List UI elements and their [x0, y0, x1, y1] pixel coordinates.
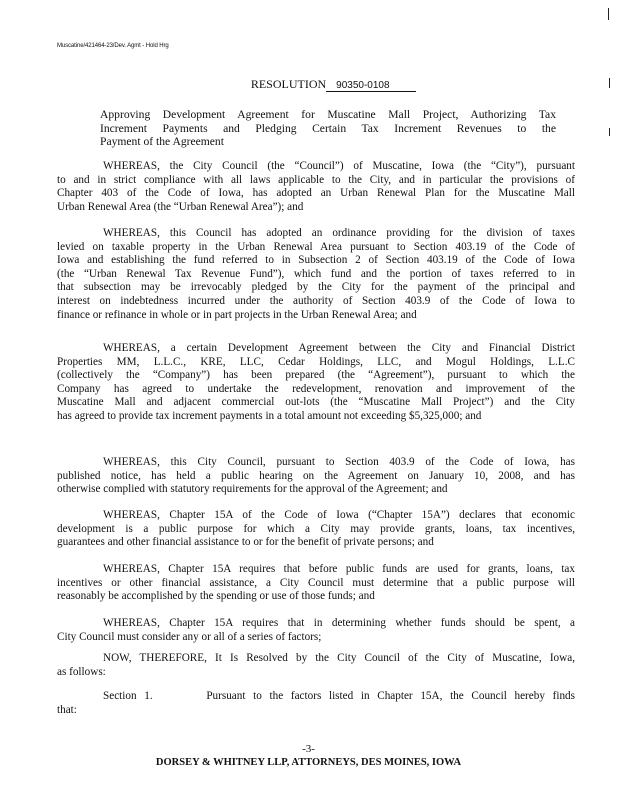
paragraph-line: Properties MM, L.L.C., KRE, LLC, Cedar Holdings, LLC, and Mogul Holdings, L.L.C: [57, 355, 575, 368]
paragraph-line: reasonably be accomplished by the spending or use of those funds; and: [57, 590, 375, 603]
paragraph-line: guarantees and other financial assistance to or for the benefit of private persons; and: [57, 536, 434, 549]
paragraph-line: published notice, has held a public hearing on the Agreement on January 10, 2008, and has: [57, 469, 575, 482]
paragraph-line: Chapter 403 of the Code of Iowa, has adopted an Urban Renewal Plan for the Muscatine Mall: [57, 187, 575, 200]
subtitle-line: Approving Development Agreement for Muscatine Mall Project, Authorizing Tax: [100, 108, 556, 121]
paragraph-line: incentives or other financial assistance, a City Council must determine that a public purpose will: [57, 576, 575, 589]
paragraph: [57, 509, 575, 550]
paragraph-line: (collectively the “Company”) has been prepared (the “Agreement”), pursuant to which the: [57, 369, 575, 382]
resolution-title: [0, 77, 617, 92]
paragraph-line: finance or refinance in whole or in part projects in the Urban Renewal Area; and: [57, 308, 417, 321]
resolution-number: 90350-0108: [326, 80, 416, 92]
paragraph-line: WHEREAS, this Council has adopted an ordinance providing for the division of taxes: [103, 227, 575, 239]
paragraph: [57, 227, 575, 322]
paragraph-line: that:: [57, 703, 77, 716]
paragraph: [57, 456, 575, 497]
scan-artifact: [609, 128, 610, 136]
paragraph-line: Iowa and establishing the fund referred to in Subsection 2 of Section 403.19 of the Code of Iowa: [57, 254, 575, 267]
paragraph-line: Muscatine Mall and adjacent commercial out-lots (the “Muscatine Mall Project”) and the City: [57, 396, 575, 409]
paragraph-line: interest on indebtedness incurred under the authority of Section 403.9 of the Code of Iowa to: [57, 294, 575, 307]
paragraph: [57, 690, 575, 717]
paragraph-line: City Council must consider any or all of a series of factors;: [57, 630, 322, 643]
paragraph-line: Section 1. Pursuant to the factors listed in Chapter 15A, the Council hereby finds: [103, 690, 575, 702]
paragraph: [57, 652, 575, 679]
subtitle-line: Payment of the Agreement: [100, 135, 224, 149]
paragraph-line: NOW, THEREFORE, It Is Resolved by the City Council of the City of Muscatine, Iowa,: [103, 652, 575, 664]
paragraph-line: levied on taxable property in the Urban Renewal Area pursuant to Section 403.19 of the Code of: [57, 240, 575, 253]
document-reference: Muscatine/421464-23/Dev. Agmt - Hold Hrg: [57, 43, 169, 49]
paragraph-line: WHEREAS, a certain Development Agreement between the City and Financial District: [103, 342, 575, 354]
paragraph-line: that subsection may be irrevocably pledged by the City for the payment of the principal and: [57, 281, 575, 294]
paragraph: [57, 617, 575, 644]
paragraph-line: (the “Urban Renewal Tax Revenue Fund”), which fund and the portion of taxes referred to in: [57, 267, 575, 280]
scan-artifact: [609, 78, 610, 88]
paragraph-line: Company has agreed to undertake the redevelopment, renovation and improvement of the: [57, 382, 575, 395]
subtitle-line: Increment Payments and Pledging Certain Tax Increment Revenues to the: [100, 121, 556, 135]
paragraph: [57, 563, 575, 604]
resolution-subtitle: [100, 108, 556, 149]
paragraph-line: to and in strict compliance with all laws applicable to the City, and in particular the provisions of: [57, 173, 575, 186]
resolution-label: RESOLUTION: [250, 77, 327, 91]
paragraph-line: WHEREAS, the City Council (the “Council”) of Muscatine, Iowa (the “City”), pursuant: [103, 160, 575, 172]
paragraph: [57, 342, 575, 424]
paragraph-line: otherwise complied with statutory requirements for the approval of the Agreement; and: [57, 483, 448, 496]
law-firm-footer: DORSEY & WHITNEY LLP, ATTORNEYS, DES MOINES, IOWA: [155, 757, 462, 768]
paragraph-line: as follows:: [57, 665, 106, 678]
paragraph-line: has agreed to provide tax increment payments in a total amount not exceeding $5,325,000; and: [57, 409, 482, 422]
paragraph: [57, 160, 575, 214]
paragraph-line: WHEREAS, Chapter 15A requires that before public funds are used for grants, loans, tax: [103, 563, 575, 575]
page-number: -3-: [302, 743, 315, 755]
paragraph-line: WHEREAS, Chapter 15A requires that in determining whether funds should be spent, a: [103, 617, 575, 629]
paragraph-line: WHEREAS, Chapter 15A of the Code of Iowa (“Chapter 15A”) declares that economic: [103, 509, 575, 521]
paragraph-line: Urban Renewal Area (the “Urban Renewal Area”); and: [57, 200, 304, 213]
paragraph-line: development is a public purpose for which a City may provide grants, loans, tax incentives,: [57, 522, 575, 535]
paragraph-line: WHEREAS, this City Council, pursuant to Section 403.9 of the Code of Iowa, has: [103, 456, 575, 468]
scan-artifact: [608, 8, 609, 20]
